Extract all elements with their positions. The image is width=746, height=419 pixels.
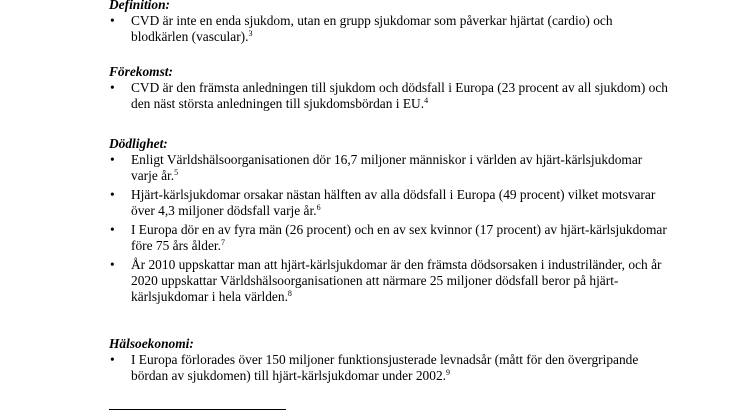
footnote-ref[interactable]: 7 [220, 238, 225, 247]
footnote-ref[interactable]: 6 [316, 203, 321, 212]
bullet-icon: • [110, 257, 115, 272]
bullet-icon: • [110, 152, 115, 167]
list-item-text: I Europa dör en av fyra män (26 procent) och en av sex kvinnor (17 procent) av hjärt-kärlsjukdomar före 75 års ålder. [131, 222, 667, 253]
bullet-list [109, 13, 669, 45]
list-item-text: I Europa förlorades över 150 miljoner funktionsjusterade levnadsår (mått för den övergripande bördan av sjukdomen) till hjärt-kärlsjukdomar under 2002. [131, 352, 639, 383]
footnote-ref[interactable]: 5 [174, 168, 179, 177]
bullet-icon: • [110, 13, 115, 28]
footnote-divider [109, 409, 286, 410]
section-halsoekonomi [109, 336, 669, 387]
bullet-list [109, 80, 669, 112]
list-item [109, 80, 669, 112]
section-definition [109, 0, 669, 48]
list-item-text: CVD är inte en enda sjukdom, utan en grupp sjukdomar som påverkar hjärtat (cardio) och blodkärlen (vascular). [131, 13, 613, 44]
list-item [109, 152, 669, 184]
list-item-text: CVD är den främsta anledningen till sjukdom och dödsfall i Europa (23 procent av all sjukdom) och den näst största anledningen till sjukdomsbördan i EU. [131, 80, 668, 111]
section-heading: Definition: [109, 0, 171, 12]
footnote-ref[interactable]: 4 [424, 96, 429, 105]
list-item [109, 187, 669, 219]
list-item [109, 352, 669, 384]
bullet-list [109, 152, 669, 305]
section-heading: Förekomst: [109, 64, 173, 79]
list-item-text: Hjärt-kärlsjukdomar orsakar nästan hälften av alla dödsfall i Europa (49 procent) vilket motsvarar över 4,3 miljoner dödsfall varje år. [131, 187, 656, 218]
section-forekomst [109, 64, 669, 115]
bullet-icon: • [110, 222, 115, 237]
list-item-text: År 2010 uppskattar man att hjärt-kärlsjukdomar är den främsta dödsorsaken i industriländer, och år 2020 uppskattar Världshälsoorganisationen att närmare 25 miljoner dödsfall beror på hjärt-kärlsjukdomar i hela världen. [131, 257, 662, 304]
list-item [109, 257, 669, 305]
list-item-text: Enligt Världshälsoorganisationen dör 16,7 miljoner människor i världen av hjärt-kärlsjukdomar varje år. [131, 152, 643, 183]
list-item [109, 13, 669, 45]
section-heading: Dödlighet: [109, 136, 168, 151]
footnote-ref[interactable]: 8 [287, 289, 292, 298]
bullet-icon: • [110, 80, 115, 95]
list-item [109, 222, 669, 254]
footnote-ref[interactable]: 3 [248, 29, 253, 38]
section-dodlighet [109, 136, 669, 308]
section-heading: Hälsoekonomi: [109, 336, 194, 351]
bullet-list [109, 352, 669, 384]
bullet-icon: • [110, 187, 115, 202]
bullet-icon: • [110, 352, 115, 367]
footnote-ref[interactable]: 9 [445, 368, 450, 377]
